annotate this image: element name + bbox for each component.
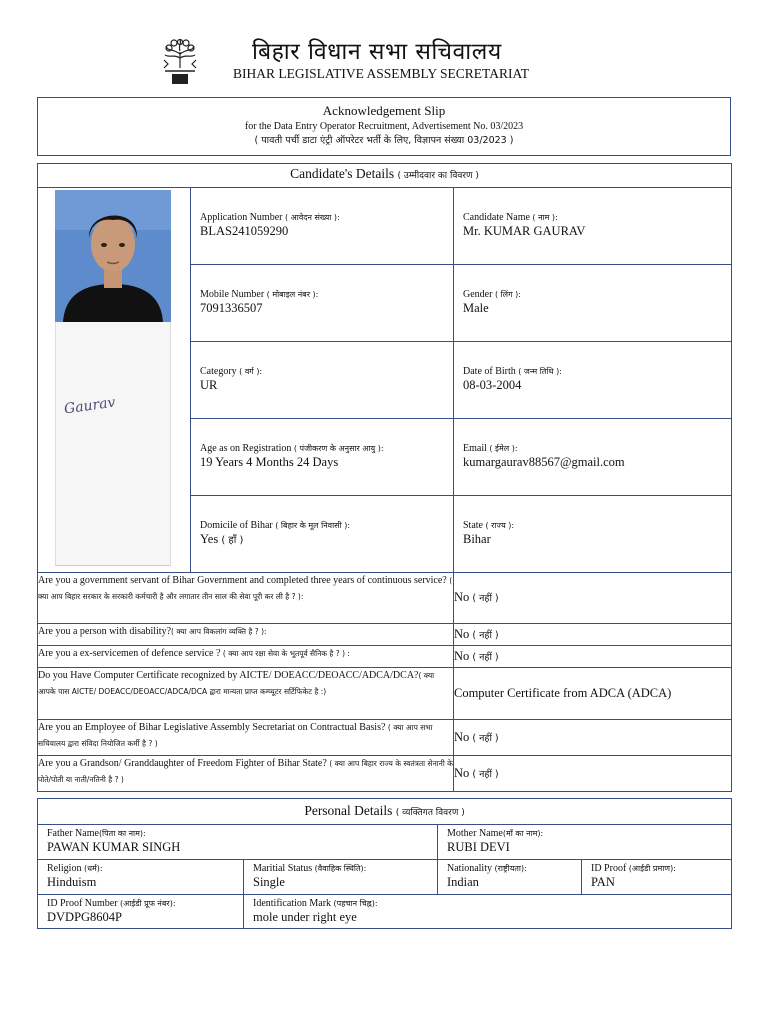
answer-contract-employee: No ( नहीं ) [454,720,732,756]
field-application-number: Application Number ( आवेदन संख्या ): BLAS241059290 [191,188,454,265]
field-nationality: Nationality (राष्ट्रीयता): Indian [438,860,582,895]
answer-govt-servant: No ( नहीं ) [454,573,732,624]
signature-text: Gaurav [63,394,117,418]
field-category: Category ( वर्ग ): UR [191,342,454,419]
photo-signature-cell [38,188,191,573]
question-freedom-fighter: Are you a Grandson/ Granddaughter of Freedom Fighter of Bihar State? ( क्या आप बिहार राज्य के स्वतंत्रता सेनानी के पोते/पोती या नाती/नतिनी है ? ) [38,756,454,792]
candidate-details-table [37,163,732,792]
domicile-value: Yes ( हाँ ) [200,532,244,546]
answer-ex-servicemen: No ( नहीं ) [454,646,732,668]
field-date-of-birth: Date of Birth ( जन्म तिथि ): 08-03-2004 [454,342,732,419]
field-father-name: Father Name(पिता का नाम): PAWAN KUMAR SINGH [38,825,438,860]
field-email: Email ( ईमेल ): kumargaurav88567@gmail.com [454,419,732,496]
age-value: 19 Years 4 Months 24 Days [200,455,339,469]
field-identification-mark: Identification Mark (पहचान चिह्न): mole under right eye [244,895,732,929]
candidate-section-title: Candidate's Details ( उम्मीदवार का विवरण ) [38,164,732,188]
identification-mark-value: mole under right eye [253,910,357,924]
candidate-name-value: Mr. KUMAR GAURAV [463,224,586,238]
personal-details-table [37,798,732,929]
field-marital-status: Maritial Status (वैवाहिक स्थिति): Single [244,860,438,895]
ack-subtitle-hindi: ( पावती पर्ची डाटा एंट्री ऑपरेटर भर्ती के लिए, विज्ञापन संख्या 03/2023 ) [254,135,514,146]
acknowledgement-box [37,97,731,156]
header-title-english: BIHAR LEGISLATIVE ASSEMBLY SECRETARIAT [233,66,529,81]
field-state: State ( राज्य ): Bihar [454,496,732,573]
id-proof-value: PAN [591,875,615,889]
state-value: Bihar [463,532,491,546]
answer-disability: No ( नहीं ) [454,624,732,646]
candidate-signature [55,322,171,566]
email-value: kumargaurav88567@gmail.com [463,455,625,469]
marital-status-value: Single [253,875,285,889]
mother-name-value: RUBI DEVI [447,840,510,854]
gender-value: Male [463,301,489,315]
father-name-value: PAWAN KUMAR SINGH [47,840,181,854]
candidate-photo [55,190,171,322]
field-religion: Religion (धर्म): Hinduism [38,860,244,895]
religion-value: Hinduism [47,875,97,889]
personal-section-title: Personal Details ( व्यक्तिगत विवरण ) [38,799,732,825]
field-mobile-number: Mobile Number ( मोबाइल नंबर ): 7091336507 [191,265,454,342]
mobile-number-value: 7091336507 [200,301,263,315]
answer-computer-certificate: Computer Certificate from ADCA (ADCA) [454,668,732,720]
field-candidate-name: Candidate Name ( नाम ): Mr. KUMAR GAURAV [454,188,732,265]
field-domicile: Domicile of Bihar ( बिहार के मूल निवासी ): Yes ( हाँ ) [191,496,454,573]
page-header [0,36,768,86]
nationality-value: Indian [447,875,479,889]
answer-freedom-fighter: No ( नहीं ) [454,756,732,792]
ack-title: Acknowledgement Slip [322,103,446,118]
question-disability: Are you a person with disability?( क्या आप विकलांग व्यक्ति है ? ): [38,624,454,646]
question-contract-employee: Are you an Employee of Bihar Legislative Assembly Secretariat on Contractual Basis? ( क्या आप सभा सचिवालय द्वारा संविदा नियोजित कर्मी है ? ) [38,720,454,756]
field-mother-name: Mother Name(माँ का नाम): RUBI DEVI [438,825,732,860]
field-gender: Gender ( लिंग ): Male [454,265,732,342]
header-title-hindi: बिहार विधान सभा सचिवालय [252,39,502,65]
ack-subtitle-english: for the Data Entry Operator Recruitment, Advertisement No. 03/2023 [244,121,524,132]
question-govt-servant: Are you a government servant of Bihar Government and completed three years of continuous service? ( क्या आप बिहार सरकार के सरकारी कर्मचारी है और लगातार तीन साल की सेवा पूरी कर ली है ? ): [38,573,454,624]
application-number-value: BLAS241059290 [200,224,289,238]
id-proof-number-value: DVDPG8604P [47,910,123,924]
question-ex-servicemen: Are you a ex-servicemen of defence service ? ( क्या आप रक्षा सेवा के भूतपूर्व सैनिक है ? ) : [38,646,454,668]
date-of-birth-value: 08-03-2004 [463,378,522,392]
bihar-emblem-icon [160,38,200,86]
field-id-proof-number: ID Proof Number (आईडी प्रूफ नंबर): DVDPG8604P [38,895,244,929]
field-age: Age as on Registration ( पंजीकरण के अनुसार आयु ): 19 Years 4 Months 24 Days [191,419,454,496]
question-computer-certificate: Do you Have Computer Certificate recognized by AICTE/ DOEACC/DEOACC/ADCA/DCA?( क्या आपके पास AICTE/ DOEACC/DEOACC/ADCA/DCA द्वारा मान्यता प्राप्त कम्प्यूटर सर्टिफिकेट है :) [38,668,454,720]
field-id-proof: ID Proof (आईडी प्रमाण): PAN [582,860,732,895]
category-value: UR [200,378,218,392]
